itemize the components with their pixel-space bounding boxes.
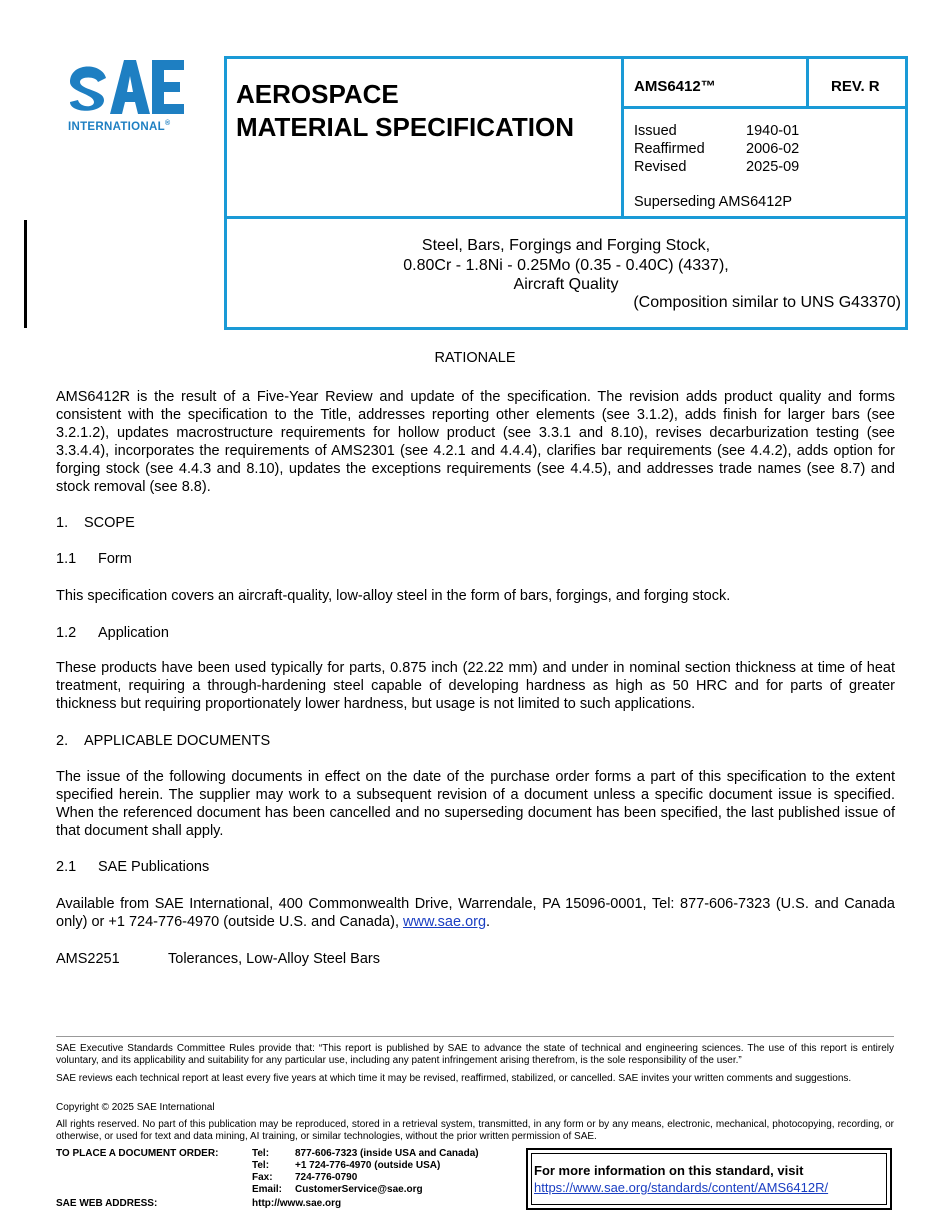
- footer-divider: [56, 1036, 894, 1037]
- web-value[interactable]: http://www.sae.org: [252, 1198, 342, 1209]
- section-1-2-heading: 1.2 Application: [56, 625, 169, 641]
- order-contacts: Tel: 877-606-7323 (inside USA and Canada) Tel: +1 724-776-4970 (outside USA) Fax: 724-776-0790 Email: CustomerService@sae.org: [252, 1148, 479, 1195]
- subject-composition: (Composition similar to UNS G43370): [633, 294, 901, 311]
- header-divider-horizontal: [224, 216, 908, 219]
- logo-subtitle: INTERNATIONAL®: [68, 120, 171, 133]
- rationale-heading: RATIONALE: [434, 350, 516, 366]
- reference-ams2251: AMS2251 Tolerances, Low-Alloy Steel Bars: [56, 951, 380, 967]
- revision: REV. R: [831, 78, 880, 95]
- footer-copyright: Copyright © 2025 SAE International: [56, 1102, 215, 1113]
- web-label: SAE WEB ADDRESS:: [56, 1198, 158, 1209]
- footer-review: SAE reviews each technical report at least every five years at which time it may be revised, reaffirmed, stabilized, or cancelled. SAE invites your written comments and suggestions.: [56, 1073, 852, 1084]
- header-divider-vertical-rev: [806, 56, 809, 108]
- rationale-text: AMS6412R is the result of a Five-Year Review and update of the specification. The revision adds product quality and forms consistent with the specification to the Title, addresses reporting other elements (see 3.1.2), adds finish for larger bars (see 3.2.1.2), updates macrostructure requirements for hollow product (see 3.3.1 and 8.10), revises decarburization testing (see 3.3.4.4), incorporates the requirements of AMS2301 (see 4.2.1 and 4.4.4), clarifies bar requirements (see 4.4.2), adds option for forging stock (see 4.4.3 and 8.10), updates the exceptions requirements (see 4.4.5), and addresses trade names (see 8.7) and stock removal (see 8.8).: [56, 389, 895, 495]
- footer-rights: All rights reserved. No part of this publication may be reproduced, stored in a retrieval system, transmitted, in any form or by any means, electronic, mechanical, photocopying, recording, or otherwise, or used for text and data mining, AI training, or similar technologies, without the prior written permission of SAE.: [56, 1119, 894, 1142]
- section-2-1-heading: 2.1 SAE Publications: [56, 859, 210, 875]
- order-label: TO PLACE A DOCUMENT ORDER:: [56, 1148, 219, 1159]
- section-1-heading: 1. SCOPE: [56, 515, 135, 531]
- dates-table: Issued 1940-01 Reaffirmed 2006-02 Revised 2025-09: [634, 123, 800, 175]
- standard-link[interactable]: https://www.sae.org/standards/content/AMS6412R/: [534, 1180, 829, 1195]
- doc-number: AMS6412™: [634, 78, 716, 95]
- section-1-1-heading: 1.1 Form: [56, 551, 132, 567]
- change-bar: [24, 220, 27, 328]
- section-2-1-text: Available from SAE International, 400 Commonwealth Drive, Warrendale, PA 15096-0001, Tel: 877-606-7323 (U.S. and Canada only) or +1 724-776-4970 (outside U.S. and Canada), www.sae.org.: [56, 896, 895, 930]
- header-divider-horizontal-rev: [621, 106, 908, 109]
- superseding: Superseding AMS6412P: [634, 194, 792, 210]
- section-2-text: The issue of the following documents in effect on the date of the purchase order forms a part of this specification to the extent specified herein. The supplier may work to a subsequent revision of a document unless a specific document issue is specified. When the referenced document has been cancelled and no superseding document has been specified, the last published issue of that document shall apply.: [56, 769, 895, 839]
- section-1-2-text: These products have been used typically for parts, 0.875 inch (22.22 mm) and under in nominal section thickness at time of heat treatment, requiring a through-hardening steel capable of developing hardness as high as 50 HRC and for parts of greater thickness but requiring proportionately lower hardness, but usage is not limited to such applications.: [56, 660, 895, 712]
- sae-website-link[interactable]: www.sae.org: [403, 914, 487, 930]
- spec-title: AEROSPACE MATERIAL SPECIFICATION: [236, 79, 574, 142]
- info-text: For more information on this standard, visit https://www.sae.org/standards/content/AMS6412R/: [534, 1163, 829, 1195]
- header-divider-vertical: [621, 56, 624, 218]
- subject: Steel, Bars, Forgings and Forging Stock, 0.80Cr - 1.8Ni - 0.25Mo (0.35 - 0.40C) (4337), Aircraft Quality: [403, 237, 729, 293]
- footer-rules: SAE Executive Standards Committee Rules provide that: “This report is published by SAE to advance the state of technical and engineering sciences. The use of this report is entirely voluntary, and its applicability and suitability for any particular use, including any patent infringement arising therefrom, is the sole responsibility of the user.”: [56, 1043, 894, 1066]
- section-1-1-text: This specification covers an aircraft-quality, low-alloy steel in the form of bars, forgings, and forging stock.: [56, 588, 731, 604]
- section-2-heading: 2. APPLICABLE DOCUMENTS: [56, 733, 271, 749]
